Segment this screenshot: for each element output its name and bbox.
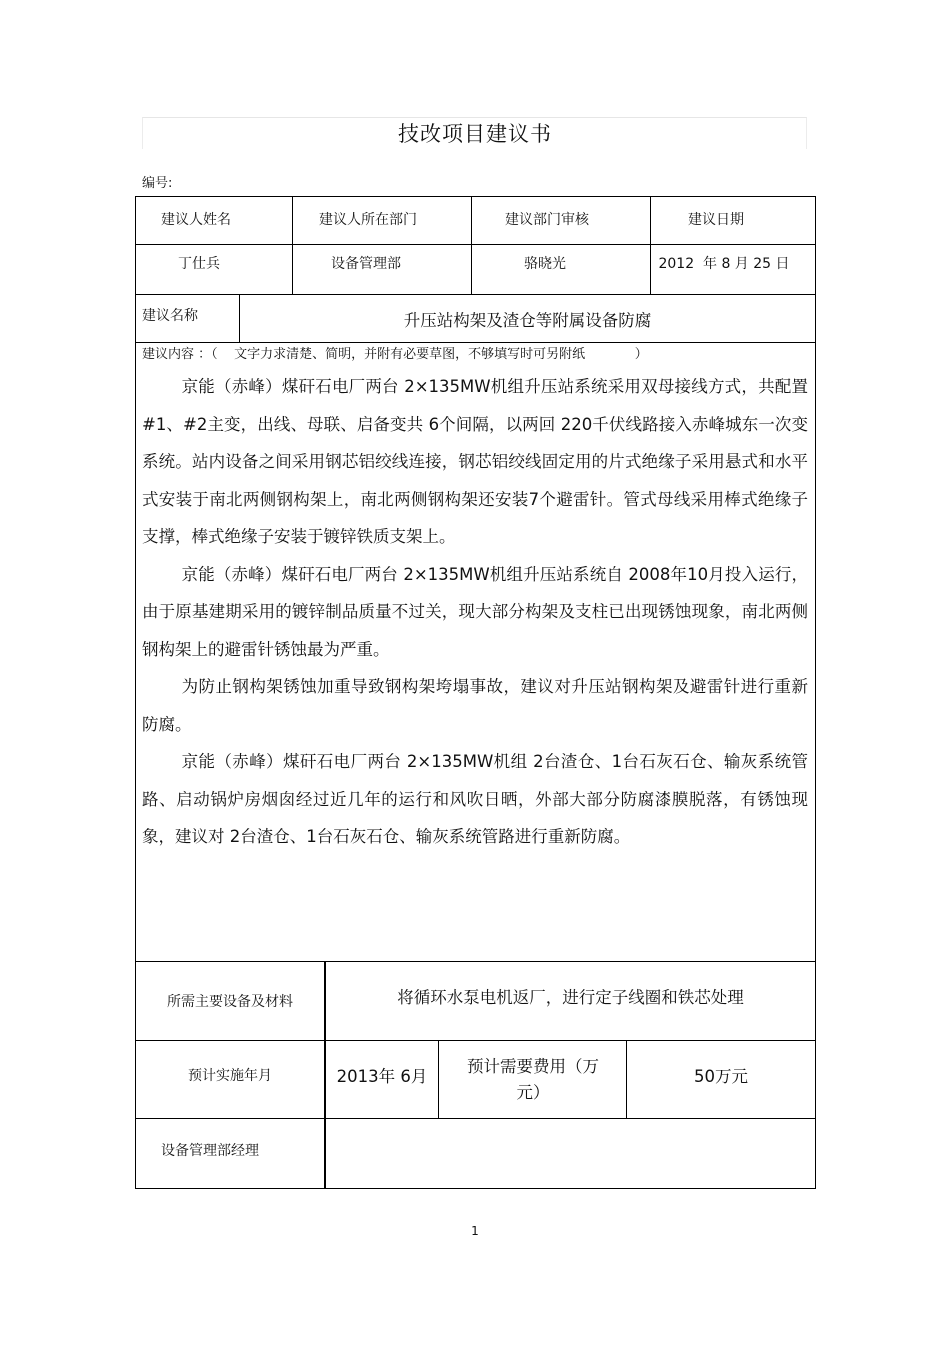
manager-signature-field[interactable] bbox=[326, 1119, 815, 1188]
content-header: 建议内容 ：（ 文字力求清楚、简明，并附有必要草图，不够填写时可另附纸 ） bbox=[142, 347, 648, 362]
proposer-name-value: 丁仕兵 bbox=[178, 255, 220, 272]
header-proposal-date: 建议日期 bbox=[688, 212, 744, 228]
schedule-value: 2013年 6月 bbox=[336, 1067, 428, 1086]
manager-label: 设备管理部经理 bbox=[161, 1143, 259, 1159]
cost-label: 预计需要费用（万元） bbox=[467, 1056, 599, 1102]
proposal-name-label: 建议名称 bbox=[142, 308, 198, 324]
content-body bbox=[142, 368, 808, 856]
page-number: 1 bbox=[471, 1224, 479, 1238]
serial-number-label: 编号: bbox=[142, 176, 173, 191]
content-paragraph: 为防止钢构架锈蚀加重导致钢构架垮塌事故，建议对升压站钢构架及避雷针进行重新防腐。 bbox=[142, 677, 808, 734]
schedule-label: 预计实施年月 bbox=[188, 1068, 272, 1084]
proposal-name-value: 升压站构架及渣仓等附属设备防腐 bbox=[403, 310, 652, 330]
equipment-value: 将循环水泵电机返厂，进行定子线圈和铁芯处理 bbox=[397, 988, 744, 1007]
equipment-label: 所需主要设备及材料 bbox=[167, 994, 293, 1010]
reviewer-value: 骆晓光 bbox=[524, 255, 566, 272]
document-title: 技改项目建议书 bbox=[398, 122, 552, 146]
cost-value: 50万元 bbox=[694, 1067, 748, 1086]
proposal-date-value: 2012 年 8 月 25 日 bbox=[658, 255, 790, 272]
rule-v6 bbox=[438, 1040, 439, 1119]
header-department-review: 建议部门审核 bbox=[505, 212, 589, 228]
content-paragraph: 京能（赤峰）煤矸石电厂两台 2×135MW机组升压站系统采用双母接线方式，共配置#1、#2主变，出线、母联、启备变共 6个间隔，以两回 220千伏线路接入赤峰城东一次变系统。站内设备之间采用钢芯铝绞线连接，钢芯铝绞线固定用的片式绝缘子采用悬式和水平式安装于南北两侧钢构架上，南北两侧钢构架还安装7个避雷针。管式母线采用棒式绝缘子支撑，棒式绝缘子安装于镀锌铁质支架上。 bbox=[142, 377, 808, 546]
proposer-department-value: 设备管理部 bbox=[331, 255, 401, 272]
header-proposer-name: 建议人姓名 bbox=[161, 212, 231, 228]
content-paragraph: 京能（赤峰）煤矸石电厂两台 2×135MW机组升压站系统自 2008年10月投入运行，由于原基建期采用的镀锌制品质量不过关，现大部分构架及支柱已出现锈蚀现象，南北两侧钢构架上的避雷针锈蚀最为严重。 bbox=[142, 564, 808, 659]
header-proposer-department: 建议人所在部门 bbox=[319, 212, 417, 228]
table-border-bottom bbox=[135, 1188, 816, 1189]
content-paragraph: 京能（赤峰）煤矸石电厂两台 2×135MW机组 2台渣仓、1台石灰石仓、输灰系统管路、启动锅炉房烟囱经过近几年的运行和风吹日晒，外部大部分防腐漆膜脱落，有锈蚀现象，建议对 2台渣仓、1台石灰石仓、输灰系统管路进行重新防腐。 bbox=[142, 752, 808, 846]
